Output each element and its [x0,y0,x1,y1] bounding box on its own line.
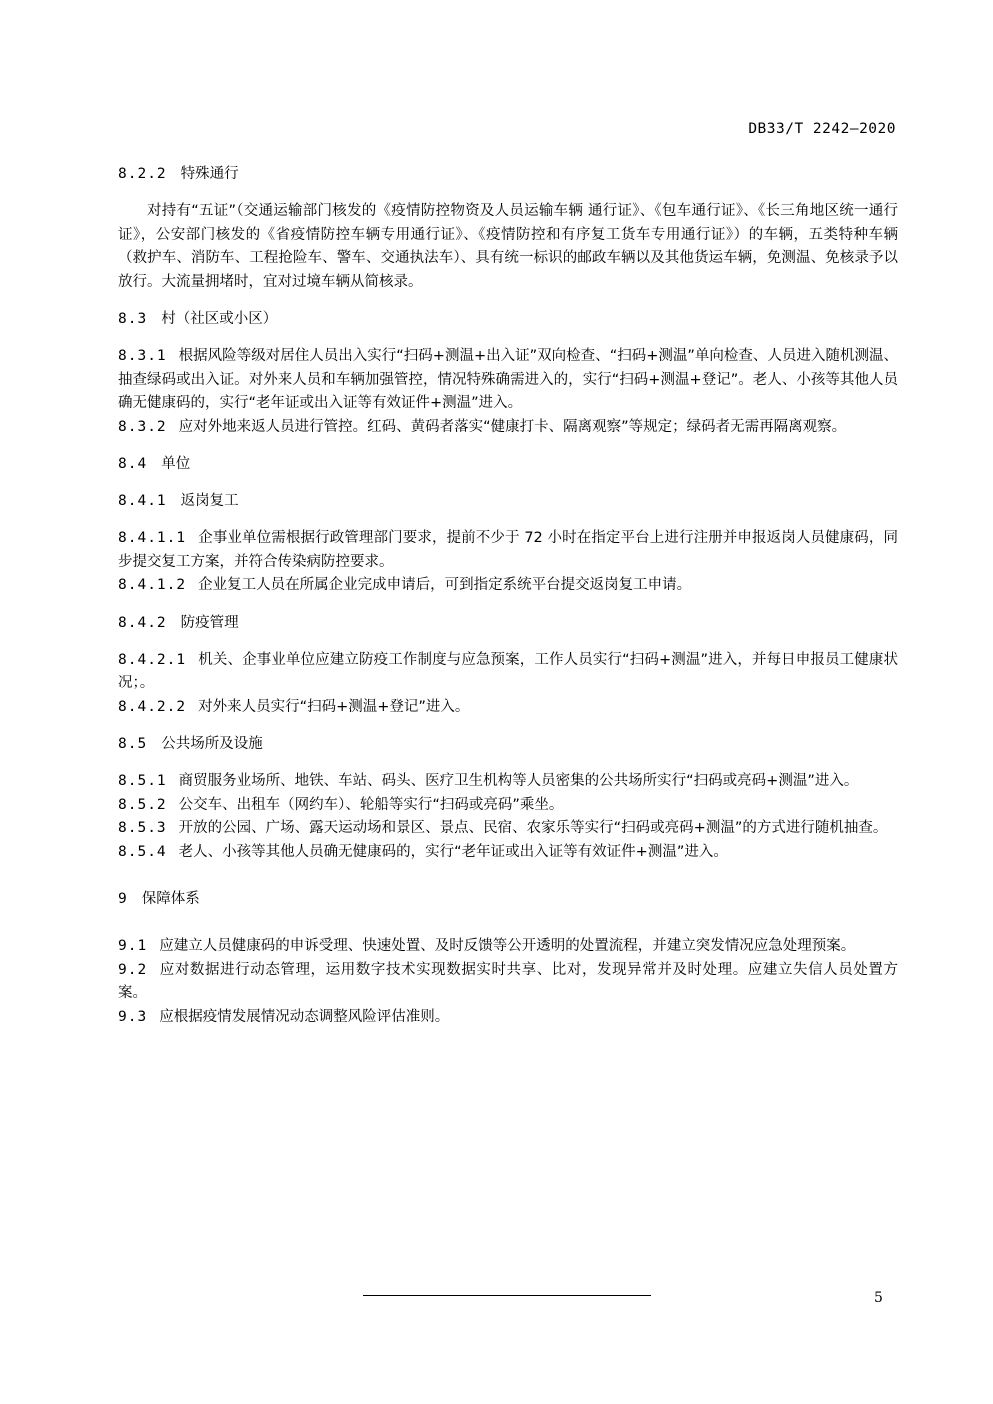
section-number: 8.5 [118,736,148,752]
clause-number: 8.4.2.1 [118,651,187,668]
page-number: 5 [874,1290,883,1306]
clause-8-3-2 [118,416,898,440]
page-content [118,163,898,1029]
section-title: 返岗复工 [180,493,239,509]
clause-number: 8.3.1 [118,348,167,364]
clause-number: 8.5.1 [118,773,167,789]
section-title: 单位 [161,456,191,472]
section-number: 8.2.2 [118,166,167,182]
document-number: DB33/T 2242—2020 [748,121,896,137]
clause-text: 应建立人员健康码的申诉受理、快速处置、及时反馈等公开透明的处置流程，并建立突发情况应急处理预案。 [159,938,856,954]
clause-number: 8.5.2 [118,796,167,813]
clause-number: 9.3 [118,1008,148,1025]
paragraph-8-2-2: 对持有“五证”（交通运输部门核发的《疫情防控物资及人员运输车辆 通行证》、《包车通行证》、《长三角地区统一通行证》，公安部门核发的《省疫情防控车辆专用通行证》、《疫情防控和有序复工货车专用通行证》）的车辆，五类特种车辆（救护车、消防车、工程抢险车、警车、交通执法车）、具有统一标识的邮政车辆以及其他货运车辆，免测温、免核录予以放行。大流量拥堵时，宜对过境车辆从简核录。 [118,203,898,290]
clause-text: 根据风险等级对居住人员出入实行“扫码+测温+出入证”双向检查、“扫码+测温”单向检查、人员进入随机测温、抽查绿码或出入证。对外来人员和车辆加强管控，情况特殊确需进入的，实行“扫码+测温+登记”。老人、小孩等其他人员确无健康码的，实行“老年证或出入证等有效证件+测温”进入。 [118,348,898,411]
chapter-number: 9 [118,891,128,907]
chapter-title: 保障体系 [141,891,200,907]
footer-divider [363,1295,651,1296]
clause-text: 应对外地来返人员进行管控。红码、黄码者落实“健康打卡、隔离观察”等规定；绿码者无需再隔离观察。 [178,418,847,435]
section-heading-8-3 [118,308,898,331]
clause-number: 8.3.2 [118,418,167,435]
section-title: 防疫管理 [180,614,239,631]
section-heading-8-5 [118,733,898,756]
clause-8-4-2-2 [118,696,898,720]
clause-text: 企业复工人员在所属企业完成申请后，可到指定系统平台提交返岗复工申请。 [198,577,692,593]
clause-9-2 [118,959,898,1006]
clause-number: 8.4.1.2 [118,577,187,593]
clause-9-3 [118,1006,898,1030]
section-number: 8.4 [118,456,148,472]
chapter-heading-9 [118,888,898,911]
clause-number: 9.2 [118,961,148,978]
clause-text: 公交车、出租车（网约车）、轮船等实行“扫码或亮码”乘坐。 [178,796,564,813]
section-title: 公共场所及设施 [161,736,263,752]
clause-8-5-2 [118,794,898,818]
section-number: 8.4.1 [118,493,167,509]
clause-8-5-3 [118,817,898,841]
clause-text: 对外来人员实行“扫码+测温+登记”进入。 [198,698,470,715]
clause-text: 商贸服务业场所、地铁、车站、码头、医疗卫生机构等人员密集的公共场所实行“扫码或亮码+测温”进入。 [178,773,859,789]
section-title: 特殊通行 [180,166,239,182]
clause-number: 9.1 [118,938,148,954]
clause-8-4-1-2 [118,574,898,598]
clause-8-5-4 [118,841,898,865]
section-title: 村（社区或小区） [161,311,278,327]
section-heading-8-4 [118,453,898,476]
clause-number: 8.5.4 [118,843,167,860]
section-heading-8-4-2 [118,612,898,635]
section-heading-8-2-2 [118,163,898,186]
clause-8-3-1 [118,345,898,416]
clause-text: 开放的公园、广场、露天运动场和景区、景点、民宿、农家乐等实行“扫码或亮码+测温”的方式进行随机抽查。 [178,820,888,836]
clause-text: 企事业单位需根据行政管理部门要求，提前不少于 72 小时在指定平台上进行注册并申报返岗人员健康码，同步提交复工方案，并符合传染病防控要求。 [118,530,898,570]
clause-8-4-2-1 [118,649,898,696]
clause-9-1 [118,935,898,959]
clause-number: 8.4.1.1 [118,530,187,546]
clause-number: 8.5.3 [118,820,167,836]
clause-number: 8.4.2.2 [118,698,187,715]
section-heading-8-4-1 [118,490,898,513]
clause-text: 应对数据进行动态管理，运用数字技术实现数据实时共享、比对，发现异常并及时处理。应建立失信人员处置方案。 [118,961,898,1001]
section-number: 8.3 [118,311,148,327]
clause-text: 机关、企事业单位应建立防疫工作制度与应急预案，工作人员实行“扫码+测温”进入，并每日申报员工健康状况；。 [118,651,898,691]
clause-8-5-1 [118,770,898,794]
clause-text: 应根据疫情发展情况动态调整风险评估准则。 [159,1008,450,1025]
section-number: 8.4.2 [118,614,167,631]
clause-8-4-1-1 [118,527,898,574]
clause-text: 老人、小孩等其他人员确无健康码的，实行“老年证或出入证等有效证件+测温”进入。 [178,843,728,860]
